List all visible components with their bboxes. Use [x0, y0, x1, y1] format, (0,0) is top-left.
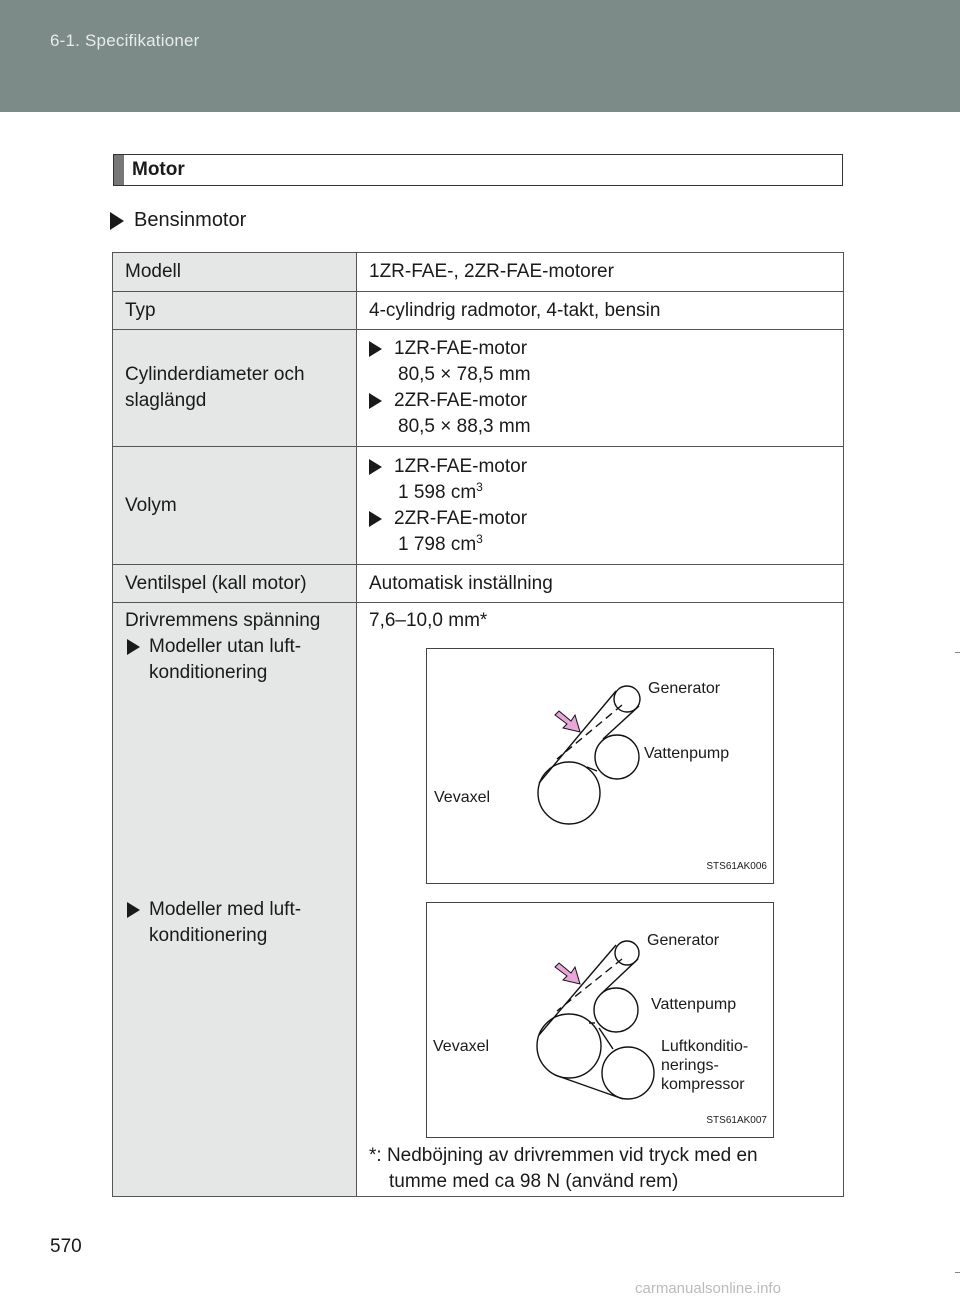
- triangle-bullet-icon: [127, 902, 140, 918]
- water-pump-label: Vattenpump: [644, 745, 730, 762]
- generator-label: Generator: [648, 680, 721, 697]
- belt-diagram-figure: [427, 903, 773, 1137]
- header-band: [0, 0, 960, 112]
- footnote-line: tumme med ca 98 N (använd rem): [389, 1171, 679, 1192]
- ac-compressor-label: [661, 1037, 748, 1094]
- row-key: Ventilspel (kall motor): [113, 565, 357, 603]
- section-heading: Motor: [132, 159, 185, 180]
- ac-compressor-label-line: nerings-: [661, 1057, 719, 1074]
- table-row: [113, 330, 844, 447]
- engine-variant: [369, 388, 831, 414]
- row-value: Automatisk inställning: [357, 565, 844, 603]
- triangle-bullet-icon: [369, 511, 382, 527]
- crop-mark: [955, 652, 960, 653]
- row-key: [113, 330, 357, 447]
- row-value: [357, 603, 844, 1197]
- triangle-bullet-icon: [369, 393, 382, 409]
- section-title: 6-1. Specifikationer: [50, 31, 200, 50]
- engine-name: 1ZR-FAE-motor: [394, 455, 528, 477]
- engine-name: 1ZR-FAE-motor: [394, 338, 528, 359]
- row-value: 4-cylindrig radmotor, 4-takt, bensin: [357, 292, 844, 330]
- section-heading-box: [113, 154, 843, 186]
- variant-heading: [125, 634, 344, 660]
- triangle-bullet-icon: [127, 639, 140, 655]
- row-key-line: Cylinderdiameter och: [125, 364, 305, 385]
- table-row: [113, 292, 844, 330]
- table-row: [113, 447, 844, 565]
- ac-compressor-label-line: Luftkonditio-: [661, 1038, 749, 1055]
- variant-text: Modeller med luft-: [149, 899, 302, 920]
- water-pump-label: Vattenpump: [651, 996, 737, 1013]
- engine-variant: [369, 336, 831, 362]
- engine-value: [369, 532, 831, 558]
- triangle-bullet-icon: [110, 212, 124, 230]
- variant-text: konditionering: [149, 662, 268, 683]
- figure-code: STS61AK007: [706, 1115, 767, 1126]
- engine-variant: [369, 454, 831, 480]
- row-value: [357, 447, 844, 565]
- row-key-line: slaglängd: [125, 390, 207, 411]
- table-row: [113, 603, 844, 1197]
- engine-name: 2ZR-FAE-motor: [394, 507, 528, 529]
- belt-diagram-with-ac: [426, 902, 774, 1138]
- ac-compressor-label-line: kompressor: [661, 1076, 745, 1093]
- variant-text: Modeller utan luft-: [149, 636, 302, 657]
- volume-value: 1 798 cm: [398, 533, 477, 555]
- row-key-line: Drivremmens spänning: [125, 610, 321, 631]
- table-row: [113, 253, 844, 292]
- row-key: Modell: [113, 253, 357, 292]
- spec-table: [112, 252, 844, 1197]
- subheading: [110, 209, 246, 232]
- belt-diagram-figure: [427, 649, 773, 883]
- belt-deflection-value: 7,6–10,0 mm*: [369, 610, 488, 631]
- belt-diagram-without-ac: [426, 648, 774, 884]
- subheading-text: Bensinmotor: [134, 209, 247, 231]
- variant-heading: [125, 897, 301, 923]
- figure-code: STS61AK006: [706, 861, 767, 872]
- crankshaft-label: Vevaxel: [434, 789, 491, 806]
- crop-mark: [955, 36, 960, 37]
- footnote: [369, 1143, 831, 1195]
- volume-value: 1 598 cm: [398, 481, 477, 503]
- generator-label: Generator: [647, 932, 720, 949]
- engine-name: 2ZR-FAE-motor: [394, 390, 528, 411]
- table-row: [113, 565, 844, 603]
- triangle-bullet-icon: [369, 341, 382, 357]
- engine-variant: [369, 506, 831, 532]
- variant-text: konditionering: [149, 925, 268, 946]
- row-value: 1ZR-FAE-, 2ZR-FAE-motorer: [357, 253, 844, 292]
- row-key: Typ: [113, 292, 357, 330]
- heading-accent-bar: [114, 155, 124, 185]
- variant-heading-ac: [125, 897, 301, 949]
- unit-exponent: 3: [476, 531, 483, 546]
- engine-value: 80,5 × 78,5 mm: [398, 364, 531, 385]
- crankshaft-label: Vevaxel: [433, 1038, 490, 1055]
- unit-exponent: 3: [476, 479, 483, 494]
- triangle-bullet-icon: [369, 459, 382, 475]
- watermark: carmanualsonline.info: [635, 1280, 781, 1297]
- row-key: [113, 603, 357, 1197]
- crop-mark: [955, 1272, 960, 1273]
- page-number: 570: [50, 1236, 82, 1257]
- engine-value: [369, 480, 831, 506]
- engine-value: 80,5 × 88,3 mm: [398, 416, 531, 437]
- row-value: [357, 330, 844, 447]
- footnote-line: *: Nedböjning av drivremmen vid tryck med en: [369, 1145, 758, 1166]
- row-key: Volym: [113, 447, 357, 565]
